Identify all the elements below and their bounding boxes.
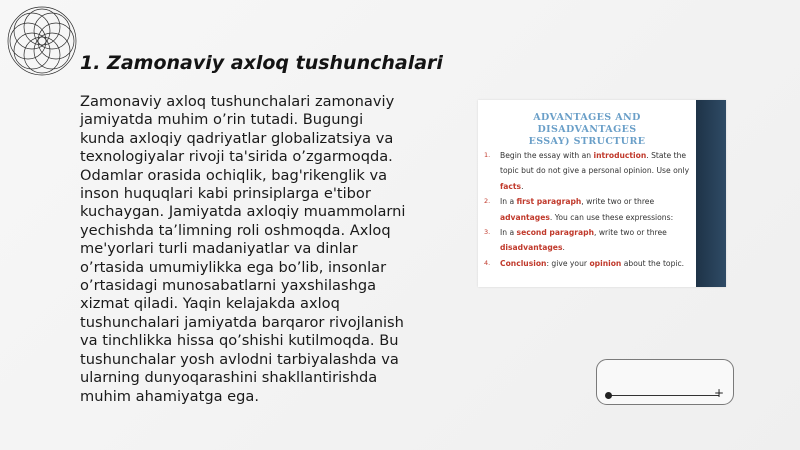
step-highlight: advantages: [500, 212, 550, 222]
step-number: 1.: [484, 151, 491, 159]
step-text: , write two or three: [594, 228, 667, 238]
dot-icon[interactable]: [605, 392, 612, 399]
step-number: 4.: [484, 258, 491, 267]
step-highlight: facts: [500, 181, 522, 191]
step-highlight: opinion: [589, 258, 622, 268]
step-text: . You can use these expressions:: [549, 212, 674, 222]
image-steps-list: [484, 148, 694, 271]
image-step: [484, 194, 694, 225]
slide-title: 1. Zamonaviy axloq tushunchalari: [80, 52, 443, 74]
step-number: 2.: [484, 197, 491, 206]
step-text: .: [562, 243, 565, 253]
image-title-line-2: ESSAY) STRUCTURE: [528, 136, 646, 147]
line-widget[interactable]: [596, 359, 734, 405]
image-step: [484, 148, 694, 194]
step-text: : give your: [546, 258, 590, 268]
step-number: 3.: [484, 228, 491, 237]
step-text: .: [521, 181, 524, 191]
essay-structure-image: [478, 100, 726, 287]
image-title: [484, 112, 690, 148]
step-text: , write two or three: [581, 197, 655, 207]
step-highlight: second paragraph: [516, 228, 594, 238]
plus-icon[interactable]: +: [714, 386, 725, 400]
widget-line: [609, 395, 719, 396]
step-text: In a: [500, 228, 517, 238]
step-text: . State the topic but do not give a personal opinion. Use only: [500, 151, 690, 176]
step-highlight: Conclusion: [500, 258, 547, 268]
step-highlight: disadvantages: [500, 243, 563, 253]
image-title-line-1: ADVANTAGES AND DISADVANTAGES: [533, 112, 641, 135]
image-step: [484, 256, 694, 271]
circular-line-pattern-logo: [6, 5, 78, 77]
step-text: In a: [500, 197, 517, 207]
step-highlight: introduction: [593, 151, 647, 160]
slide-body-text: Zamonaviy axloq tushunchalari zamonaviy jamiyatda muhim o’rin tutadi. Bugungi kunda axloqiy qadriyatlar globalizatsiya va texnologiyalar rivoji ta'sirida o’zgarmoqda. Odamlar orasida ochiqlik, bag'rikenglik va inson huquqlari kabi prinsiplarga e'tibor kuchaygan. Jamiyatda axloqiy muammolarni yechishda ta’limning roli oshmoqda. Axloq me'yorlari turli madaniyatlar va dinlar o’rtasida umumiylikka ega bo’lib, insonlar o’rtasidagi munosabatlarni yaxshilashga xizmat qiladi. Yaqin kelajakda axloq tushunchalari jamiyatda barqaror rivojlanish va tinchlikka hissa qo’shishi kutilmoqda. Bu tushunchalar yosh avlodni tarbiyalashda va ularning dunyoqarashini shakllantirishda muhim ahamiyatga ega.: [80, 93, 406, 405]
image-dark-sidebar: [696, 100, 726, 287]
image-step: [484, 225, 694, 256]
step-text: about the topic.: [621, 258, 685, 268]
step-text: Begin the essay with an: [500, 151, 594, 160]
step-highlight: first paragraph: [516, 197, 582, 207]
